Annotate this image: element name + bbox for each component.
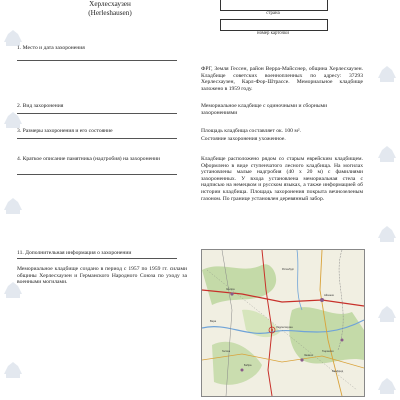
- watermark-emblem-right-4: [376, 304, 398, 324]
- country-box: [220, 0, 328, 11]
- section-3-rule: [17, 138, 177, 139]
- section-2-label: 2. Вид захоронения: [17, 103, 64, 109]
- section-3-value-area: Площадь кладбища составляет ок. 100 м².: [201, 128, 301, 134]
- map-label-8: Ротенбург: [282, 268, 295, 271]
- section-4-rule: [17, 174, 177, 175]
- section-2-rule: [17, 113, 177, 114]
- section-1-value: ФРГ, Земля Гессен, район Верра-Майсснер, община Херлесхаузен. Кладбище советских военнопленных по адресу: 37293 Херлесхаузен, Карл-Фор-Штрассе. Мемориальное кладбище заложено в 1959 году.: [201, 66, 363, 92]
- additional-label: 11. Дополнительная информация о захоронении: [17, 250, 132, 256]
- watermark-emblem-right-1: [376, 64, 398, 84]
- place-name-latin: (Herleshausen): [88, 9, 132, 17]
- country-label: страна: [266, 10, 280, 16]
- watermark-emblem-left-2: [2, 110, 24, 130]
- section-1-label: 1. Место и дата захоронения: [17, 45, 85, 51]
- section-3-label: 3. Размеры захоронения и его состояние: [17, 128, 113, 134]
- watermark-emblem-left-4: [2, 280, 24, 300]
- additional-rule: [17, 258, 177, 259]
- map-label-6: Тюрингия: [322, 350, 334, 353]
- watermark-emblem-right-3: [376, 224, 398, 244]
- map-label-3: Зонтра: [226, 288, 235, 291]
- section-1-rule: [17, 60, 177, 61]
- watermark-emblem-left-3: [2, 196, 24, 216]
- card-number-label: номер карточки: [257, 30, 289, 36]
- map-label-7: Бебра: [244, 364, 252, 367]
- additional-text: Мемориальное кладбище создано в период с 1957 по 1959 гг. силами общины Херлесхаузен и Германского Народного Союза по уходу за военными могилами.: [17, 266, 187, 286]
- location-map: [201, 249, 365, 397]
- section-4-value: Кладбище расположено рядом со старым еврейским кладбищем. Оформлено в виде ступенчатого лесного кладбища. На могилах установлены малые надгробия (40 x 20 м) с фамилиями захороненных. У входа установлена мемориальная стела с надписью на немецком и русском языках, а также информацией об истории кладбища. Площадь захоронения покрыта вечнозеленым газоном. По границе установлен деревянный забор.: [201, 156, 363, 202]
- map-label-5: Гессен: [222, 350, 231, 353]
- map-label-10: Эшвеге: [304, 354, 314, 357]
- watermark-emblem-right-2: [376, 144, 398, 164]
- map-label-9: Ванфрид: [332, 370, 344, 373]
- map-label-2: Айзенах: [324, 294, 334, 297]
- watermark-emblem-left-5: [2, 360, 24, 380]
- place-name: Херлесхаузен: [89, 0, 131, 8]
- section-3-value-condition: Состояние захоронения ухоженное.: [201, 136, 286, 142]
- watermark-emblem-right-5: [376, 376, 398, 396]
- watermark-emblem-left-1: [2, 28, 24, 48]
- map-graphic: [202, 250, 364, 396]
- card-number-box: [220, 19, 328, 31]
- map-label-4: Вера: [210, 320, 217, 323]
- section-2-value: Мемориальное кладбище с одиночными и сборными захоронениями: [201, 103, 328, 116]
- section-4-label: 4. Краткое описание памятника (надгробия) на захоронении: [17, 156, 161, 162]
- map-label-1: Херлесхаузен: [276, 326, 293, 329]
